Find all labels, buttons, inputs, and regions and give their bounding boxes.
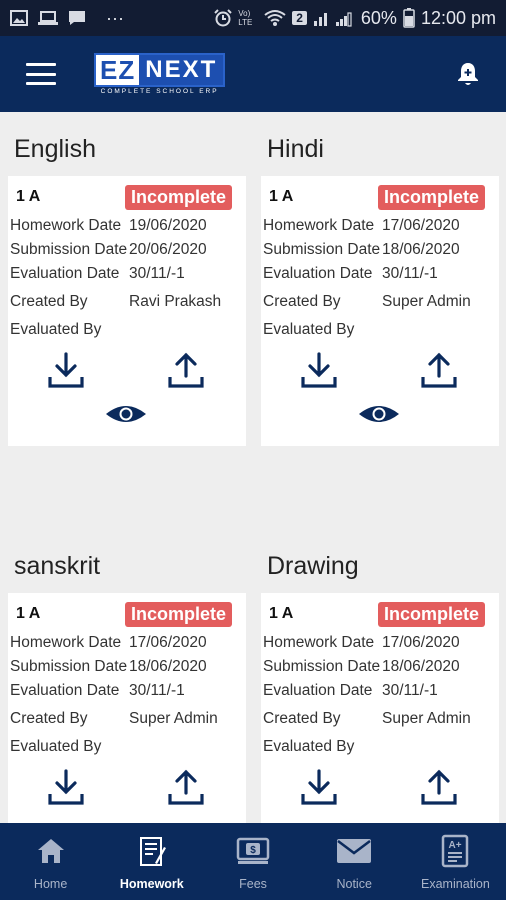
evaluated-by-row	[263, 320, 495, 340]
view-button[interactable]	[357, 402, 401, 426]
homework-date-label: Homework Date	[263, 634, 375, 651]
subject-title: Drawing	[261, 537, 499, 593]
created-by-value: Super Admin	[382, 710, 471, 727]
submission-date-value: 18/06/2020	[129, 658, 207, 675]
nav-notice-label: Notice	[336, 877, 372, 891]
view-button[interactable]	[104, 402, 148, 426]
message-notification-icon	[68, 10, 86, 26]
sim-badge: 2	[292, 11, 307, 25]
created-by-row	[263, 709, 495, 729]
upload-button[interactable]	[419, 767, 459, 807]
logo-next-text: NEXT	[139, 55, 223, 85]
evaluation-date-value: 30/11/-1	[382, 265, 438, 282]
download-button[interactable]	[299, 350, 339, 390]
status-badge: Incomplete	[378, 185, 485, 210]
svg-text:A+: A+	[448, 840, 462, 851]
notification-button[interactable]	[450, 56, 486, 92]
submission-date-value: 18/06/2020	[382, 241, 460, 258]
homework-card[interactable]	[8, 537, 246, 823]
subject-title: Hindi	[261, 120, 499, 176]
exam-icon	[441, 834, 469, 868]
submission-date-row	[10, 240, 242, 260]
nav-examination[interactable]	[405, 823, 506, 900]
created-by-value: Super Admin	[382, 293, 471, 310]
more-notifications: ···	[106, 7, 124, 28]
laptop-notification-icon	[38, 10, 58, 26]
submission-date-value: 18/06/2020	[382, 658, 460, 675]
subject-title: sanskrit	[8, 537, 246, 593]
nav-fees[interactable]	[202, 823, 303, 900]
created-by-label: Created By	[10, 293, 88, 310]
evaluated-by-row	[10, 320, 242, 340]
nav-homework[interactable]	[101, 823, 202, 900]
evaluated-by-value	[382, 320, 495, 340]
status-badge: Incomplete	[125, 602, 232, 627]
image-notification-icon	[10, 10, 28, 26]
homework-date-value: 17/06/2020	[129, 634, 207, 651]
created-by-row	[10, 709, 242, 729]
menu-button[interactable]	[26, 63, 56, 85]
submission-date-label: Submission Date	[263, 241, 381, 258]
created-by-row	[263, 292, 495, 312]
download-icon	[300, 768, 338, 806]
homework-icon	[137, 835, 167, 867]
evaluation-date-value: 30/11/-1	[129, 682, 185, 699]
evaluated-by-value	[382, 737, 495, 757]
hamburger-line	[26, 63, 56, 66]
evaluated-by-value	[129, 320, 242, 340]
created-by-label: Created By	[263, 710, 341, 727]
class-label: 1 A	[269, 188, 294, 205]
subject-title: English	[8, 120, 246, 176]
class-label: 1 A	[16, 188, 41, 205]
logo-ez-text: EZ	[96, 55, 139, 85]
download-icon	[47, 768, 85, 806]
evaluated-by-label: Evaluated By	[263, 738, 355, 755]
hamburger-line	[26, 73, 56, 76]
app-logo	[94, 53, 225, 95]
alarm-icon	[214, 9, 232, 27]
homework-date-value: 17/06/2020	[382, 634, 460, 651]
evaluation-date-row	[263, 264, 495, 284]
homework-date-value: 19/06/2020	[129, 217, 207, 234]
homework-card[interactable]	[261, 120, 499, 446]
eye-icon	[105, 404, 147, 424]
submission-date-row	[10, 657, 242, 677]
upload-button[interactable]	[166, 350, 206, 390]
homework-date-label: Homework Date	[263, 217, 375, 234]
nav-home[interactable]	[0, 823, 101, 900]
upload-button[interactable]	[166, 767, 206, 807]
signal-icon-1	[313, 9, 329, 27]
homework-date-value: 17/06/2020	[382, 217, 460, 234]
svg-text:$: $	[250, 845, 256, 856]
download-button[interactable]	[46, 767, 86, 807]
bell-plus-icon	[456, 61, 480, 87]
evaluation-date-value: 30/11/-1	[382, 682, 438, 699]
created-by-row	[10, 292, 242, 312]
nav-notice[interactable]	[304, 823, 405, 900]
evaluated-by-label: Evaluated By	[263, 321, 355, 338]
battery-percent: 60%	[360, 7, 397, 28]
nav-homework-label: Homework	[119, 877, 184, 891]
created-by-value: Super Admin	[129, 710, 218, 727]
homework-card[interactable]	[8, 120, 246, 446]
class-label: 1 A	[269, 605, 294, 622]
submission-date-label: Submission Date	[263, 658, 381, 675]
status-badge: Incomplete	[378, 602, 485, 627]
homework-list	[0, 112, 506, 823]
upload-icon	[420, 768, 458, 806]
evaluation-date-label: Evaluation Date	[10, 265, 120, 282]
created-by-label: Created By	[10, 710, 88, 727]
logo-tagline: COMPLETE SCHOOL ERP	[100, 88, 219, 95]
upload-icon	[420, 351, 458, 389]
homework-date-row	[10, 216, 242, 236]
fees-icon	[236, 836, 270, 866]
evaluation-date-row	[10, 681, 242, 701]
submission-date-row	[263, 657, 495, 677]
download-button[interactable]	[46, 350, 86, 390]
evaluated-by-label: Evaluated By	[10, 321, 102, 338]
wifi-icon	[264, 9, 286, 27]
evaluated-by-row	[263, 737, 495, 757]
signal-icon-2	[335, 9, 355, 27]
homework-date-label: Homework Date	[10, 634, 122, 651]
volte-indicator: Vo) LTE	[238, 9, 253, 27]
evaluation-date-row	[10, 264, 242, 284]
evaluated-by-row	[10, 737, 242, 757]
evaluated-by-label: Evaluated By	[10, 738, 102, 755]
upload-icon	[167, 351, 205, 389]
bottom-navigation	[0, 823, 506, 900]
hamburger-line	[26, 82, 56, 85]
evaluation-date-value: 30/11/-1	[129, 265, 185, 282]
download-icon	[47, 351, 85, 389]
download-button[interactable]	[299, 767, 339, 807]
app-bar	[0, 36, 506, 112]
status-bar	[0, 0, 506, 36]
submission-date-label: Submission Date	[10, 658, 128, 675]
homework-date-row	[263, 216, 495, 236]
home-icon	[36, 837, 66, 865]
upload-icon	[167, 768, 205, 806]
homework-date-row	[263, 633, 495, 653]
upload-button[interactable]	[419, 350, 459, 390]
nav-home-label: Home	[33, 877, 68, 891]
evaluation-date-row	[263, 681, 495, 701]
eye-icon	[358, 404, 400, 424]
evaluated-by-value	[129, 737, 242, 757]
status-badge: Incomplete	[125, 185, 232, 210]
nav-examination-label: Examination	[421, 877, 490, 891]
homework-card[interactable]	[261, 537, 499, 823]
evaluation-date-label: Evaluation Date	[10, 682, 120, 699]
submission-date-row	[263, 240, 495, 260]
battery-icon	[403, 8, 415, 28]
homework-date-label: Homework Date	[10, 217, 122, 234]
clock: 12:00 pm	[420, 7, 496, 28]
class-label: 1 A	[16, 605, 41, 622]
nav-fees-label: Fees	[239, 877, 267, 891]
mail-icon	[336, 837, 372, 865]
download-icon	[300, 351, 338, 389]
created-by-value: Ravi Prakash	[129, 293, 222, 310]
evaluation-date-label: Evaluation Date	[263, 682, 373, 699]
homework-date-row	[10, 633, 242, 653]
submission-date-label: Submission Date	[10, 241, 128, 258]
evaluation-date-label: Evaluation Date	[263, 265, 373, 282]
submission-date-value: 20/06/2020	[129, 241, 207, 258]
created-by-label: Created By	[263, 293, 341, 310]
